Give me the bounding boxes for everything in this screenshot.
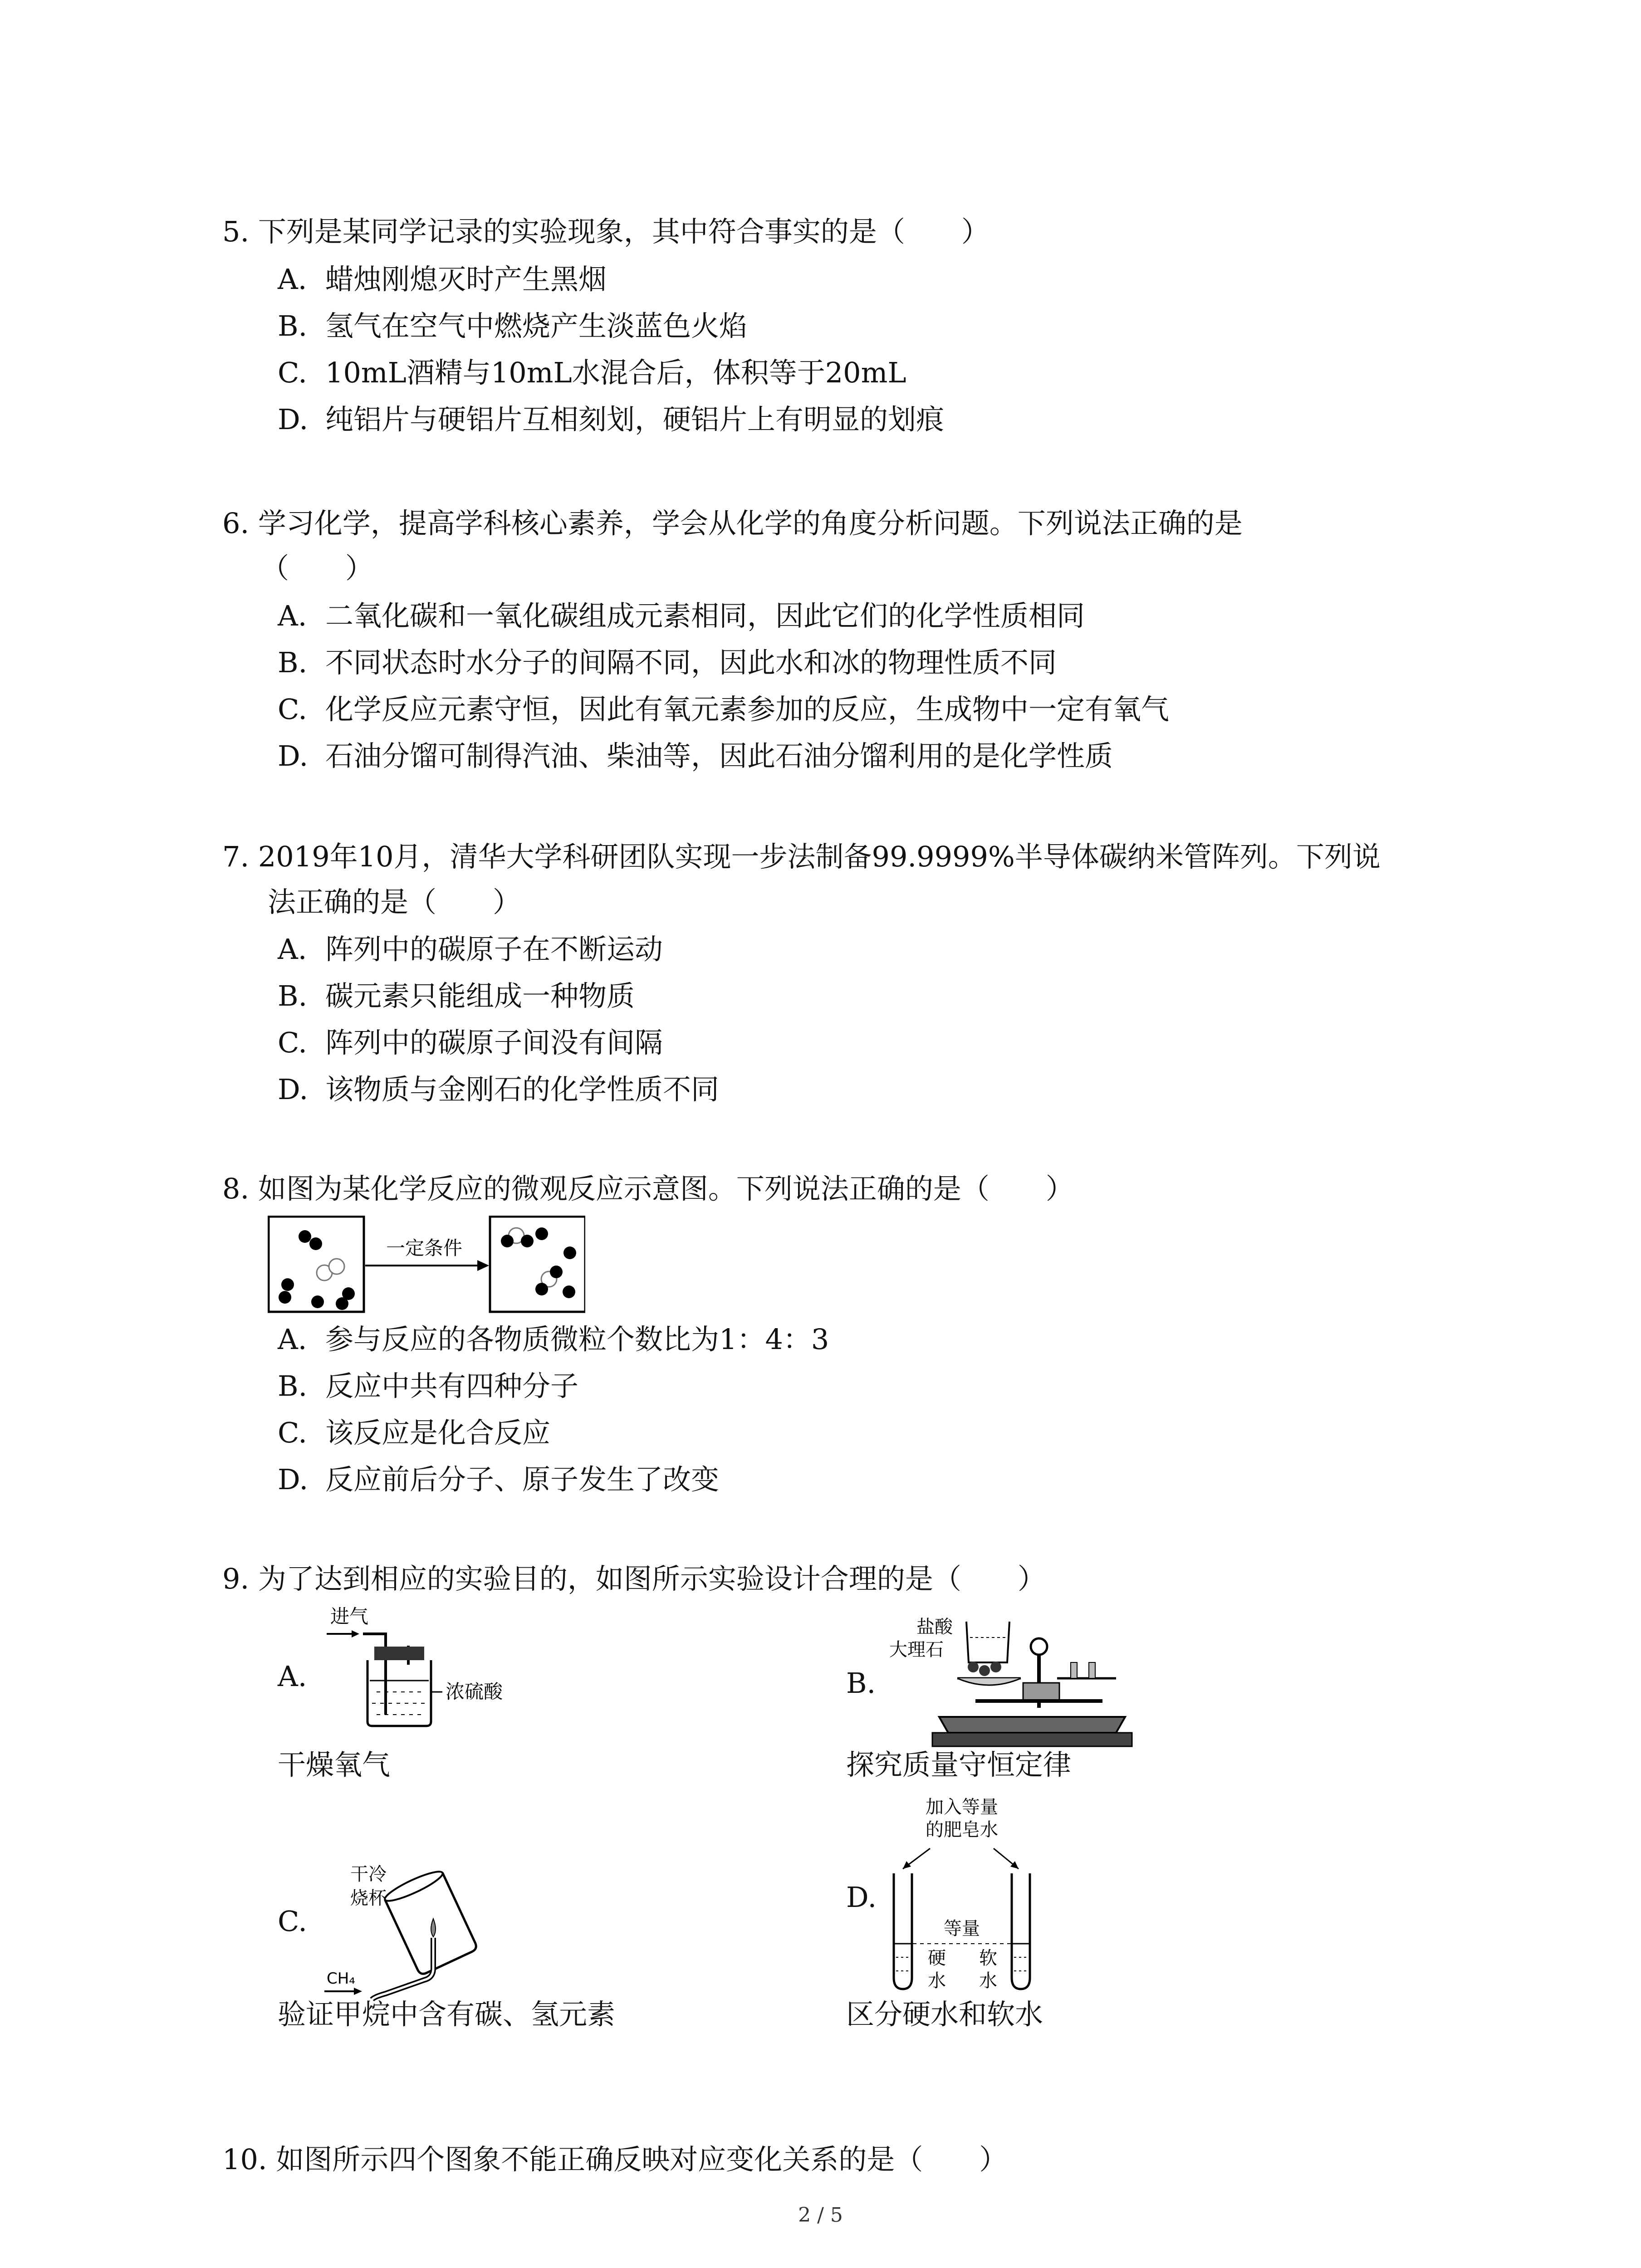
q9-a-caption: 干燥氧气: [278, 1748, 391, 1781]
q10-stem: 10. 如图所示四个图象不能正确反映对应变化关系的是（ ）: [222, 2143, 1008, 2176]
q9-b-letter: B.: [846, 1667, 876, 1700]
label-equal-amount: 等量: [944, 1918, 980, 1939]
q7-option-d: D. 该物质与金刚石的化学性质不同: [278, 1073, 720, 1106]
q9-c-caption: 验证甲烷中含有碳、氢元素: [278, 1998, 616, 2031]
q7-stem-cont: 法正确的是（ ）: [268, 885, 521, 919]
q8-reaction-diagram: [268, 1216, 585, 1325]
q9-a-gas-washing-bottle: [318, 1601, 508, 1728]
q9-c-letter: C.: [278, 1905, 307, 1938]
q6-stem: 6. 学习化学，提高学科核心素养，学会从化学的角度分析问题。下列说法正确的是: [222, 507, 1243, 540]
label-dry-cold: 干冷: [350, 1864, 387, 1885]
q8-option-a: A. 参与反应的各物质微粒个数比为1：4：3: [278, 1323, 829, 1356]
q9-b-caption: 探究质量守恒定律: [846, 1748, 1072, 1781]
label-methane: CH₄: [327, 1970, 355, 1988]
q9-d-caption: 区分硬水和软水: [846, 1998, 1043, 2031]
q8-option-c: C. 该反应是化合反应: [278, 1416, 551, 1449]
q6-stem-cont: （ ）: [261, 552, 374, 585]
q8-option-b: B. 反应中共有四种分子: [278, 1369, 579, 1403]
q6-option-a: A. 二氧化碳和一氧化碳组成元素相同，因此它们的化学性质相同: [278, 599, 1085, 632]
label-marble: 大理石: [889, 1639, 944, 1660]
q6-option-d: D. 石油分馏可制得汽油、柴油等，因此石油分馏利用的是化学性质: [278, 739, 1113, 772]
q5-option-d: D. 纯铝片与硬铝片互相刻划，硬铝片上有明显的划痕: [278, 403, 945, 436]
label-conc-sulfuric-acid: 浓硫酸: [446, 1681, 503, 1703]
label-soap-water: 的肥皂水: [926, 1819, 998, 1840]
q9-d-letter: D.: [846, 1881, 877, 1914]
q5-option-c: C. 10mL酒精与10mL水混合后，体积等于20mL: [278, 356, 906, 389]
q8-stem: 8. 如图为某化学反应的微观反应示意图。下列说法正确的是（ ）: [222, 1172, 1074, 1205]
label-soft-2: 水: [979, 1970, 997, 1991]
q6-option-b: B. 不同状态时水分子的间隔不同，因此水和冰的物理性质不同: [278, 646, 1057, 679]
label-hydrochloric-acid: 盐酸: [916, 1617, 953, 1637]
label-soft-1: 软: [979, 1948, 997, 1969]
q5-stem: 5. 下列是某同学记录的实验现象，其中符合事实的是（ ）: [222, 215, 989, 248]
label-gas-in: 进气: [330, 1605, 369, 1628]
label-beaker: 烧杯: [350, 1888, 387, 1909]
q9-a-letter: A.: [278, 1660, 307, 1693]
q6-option-c: C. 化学反应元素守恒，因此有氧元素参加的反应，生成物中一定有氧气: [278, 693, 1170, 726]
q7-option-c: C. 阵列中的碳原子间没有间隔: [278, 1026, 663, 1059]
q9-b-balance: [889, 1613, 1134, 1749]
q7-option-a: A. 阵列中的碳原子在不断运动: [278, 933, 663, 966]
page-number: 2 / 5: [798, 2204, 843, 2227]
label-hard-1: 硬: [928, 1948, 946, 1969]
q9-c-beaker-methane: [318, 1855, 508, 2009]
q9-stem: 9. 为了达到相应的实验目的，如图所示实验设计合理的是（ ）: [222, 1562, 1046, 1595]
q5-option-a: A. 蜡烛刚熄灭时产生黑烟: [278, 263, 607, 296]
label-add-equal: 加入等量: [926, 1797, 998, 1818]
q9-d-test-tubes: [880, 1794, 1043, 1994]
q7-option-b: B. 碳元素只能组成一种物质: [278, 979, 635, 1012]
arrow-label: 一定条件: [386, 1237, 463, 1259]
label-hard-2: 水: [928, 1970, 946, 1991]
q5-option-b: B. 氢气在空气中燃烧产生淡蓝色火焰: [278, 309, 748, 342]
q8-option-d: D. 反应前后分子、原子发生了改变: [278, 1463, 720, 1496]
q7-stem: 7. 2019年10月，清华大学科研团队实现一步法制备99.9999%半导体碳纳米管阵列。下列说: [222, 840, 1381, 873]
